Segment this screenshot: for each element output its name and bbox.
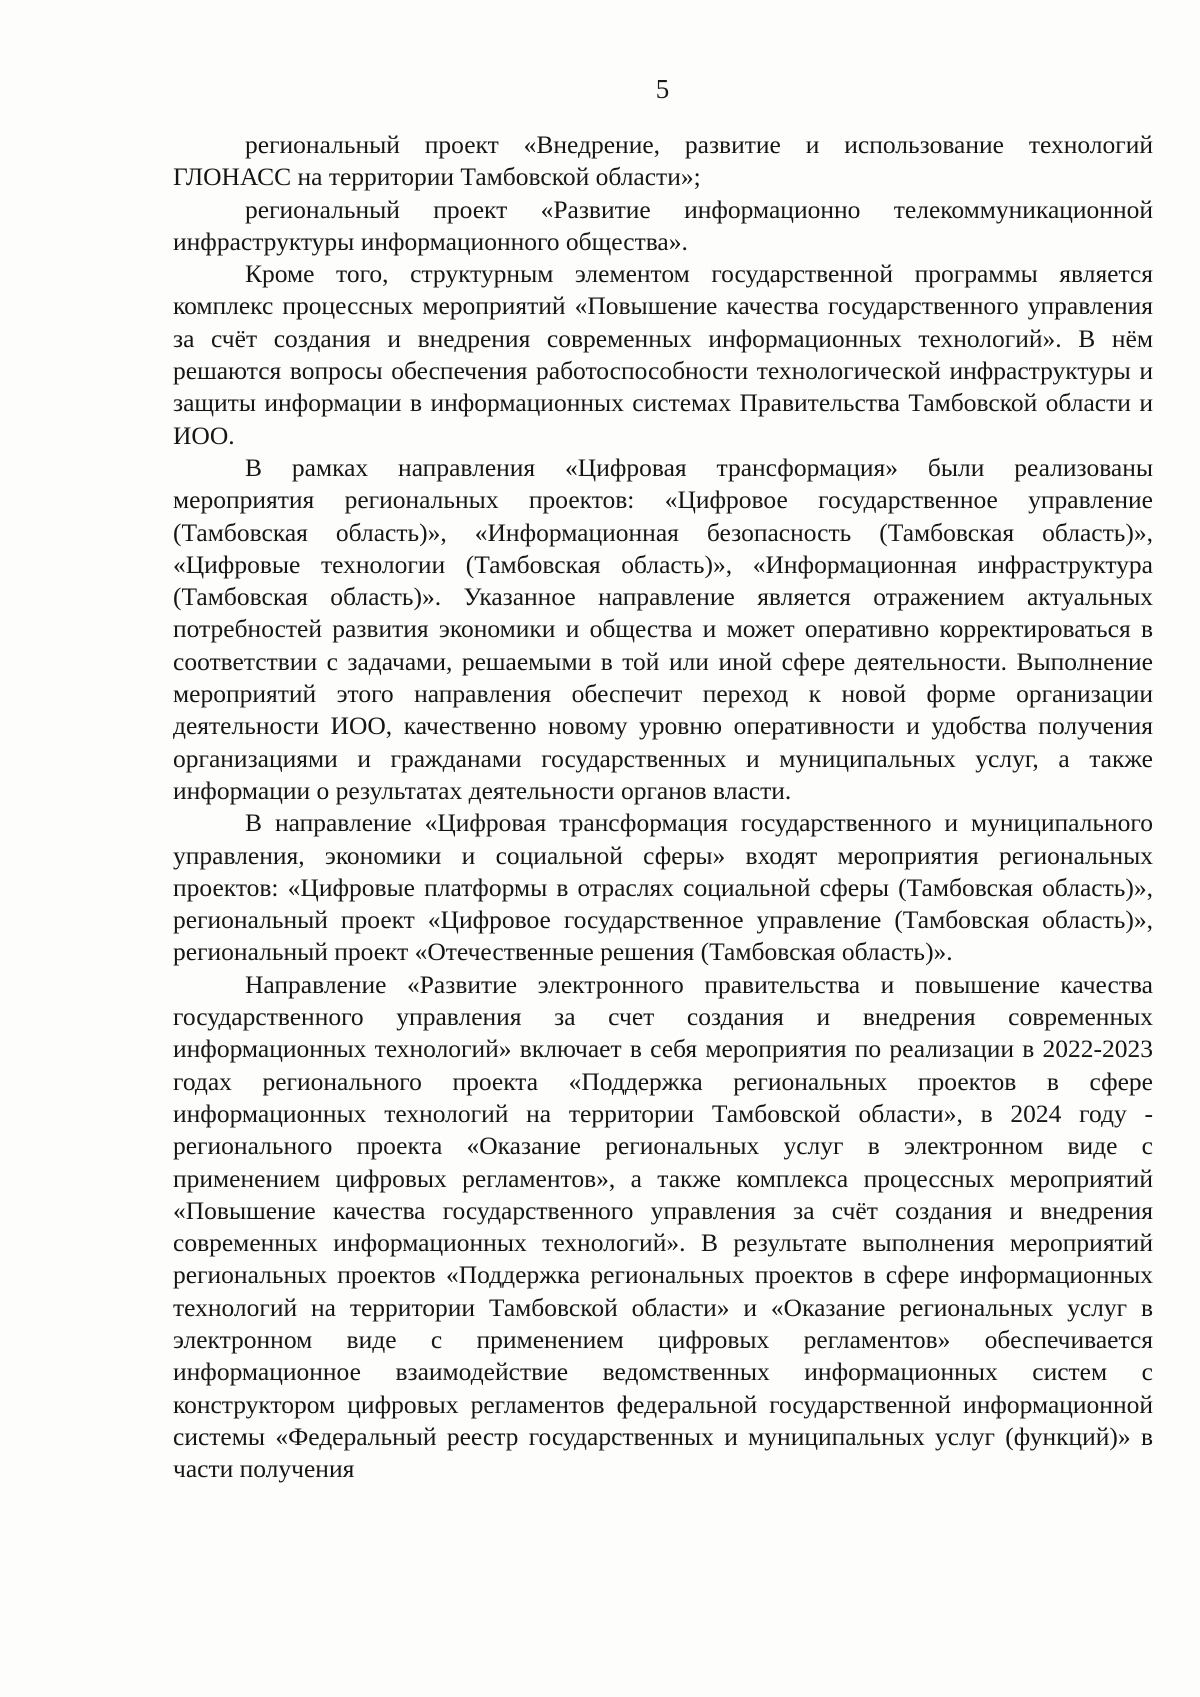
paragraph-process-activities: Кроме того, структурным элементом государственной программы является комплекс процессных мероприятий «Повышение качества государственного управления за счёт создания и внедрения современных информационных технологий». В нём решаются вопросы обеспечения работоспособности технологической инфраструктуры и защиты информации в информационных системах Правительства Тамбовской области и ИОО.	[173, 259, 1153, 450]
page-number: 5	[655, 74, 670, 104]
paragraph-municipal-management: В направление «Цифровая трансформация государственного и муниципального управления, экономики и социальной сферы» входят мероприятия региональных проектов: «Цифровые платформы в отраслях социальной сферы (Тамбовская область)», региональный проект «Цифровое государственное управление (Тамбовская область)», региональный проект «Отечественные решения (Тамбовская область)».	[173, 808, 1153, 967]
paragraph-telecom-project: региональный проект «Развитие информационно телекоммуникационной инфраструктуры информационного общества».	[173, 194, 1153, 256]
paragraph-digital-transformation: В рамках направления «Цифровая трансформация» были реализованы мероприятия региональных проектов: «Цифровое государственное управление (Тамбовская область)», «Информационная безопасность (Тамбовская область)», «Цифровые технологии (Тамбовская область)», «Информационная инфраструктура (Тамбовская область)». Указанное направление является отражением актуальных потребностей развития экономики и общества и может оперативно корректироваться в соответствии с задачами, решаемыми в той или иной сфере деятельности. Выполнение мероприятий этого направления обеспечит переход к новой форме организации деятельности ИОО, качественно новому уровню оперативности и удобства получения организациями и гражданами государственных и муниципальных услуг, а также информации о результатах деятельности органов власти.	[173, 452, 1153, 805]
document-body	[173, 129, 1153, 1485]
paragraph-electronic-government: Направление «Развитие электронного правительства и повышение качества государственного управления за счет создания и внедрения современных информационных технологий» включает в себя мероприятия по реализации в 2022-2023 годах регионального проекта «Поддержка региональных проектов в сфере информационных технологий на территории Тамбовской области», в 2024 году - регионального проекта «Оказание региональных услуг в электронном виде с применением цифровых регламентов», а также комплекса процессных мероприятий «Повышение качества государственного управления за счёт создания и внедрения современных информационных технологий». В результате выполнения мероприятий региональных проектов «Поддержка региональных проектов в сфере информационных технологий на территории Тамбовской области» и «Оказание региональных услуг в электронном виде с применением цифровых регламентов» обеспечивается информационное взаимодействие ведомственных информационных систем с конструктором цифровых регламентов федеральной государственной информационной системы «Федеральный реестр государственных и муниципальных услуг (функций)» в части получения	[173, 969, 1153, 1484]
paragraph-glonass-project: региональный проект «Внедрение, развитие и использование технологий ГЛОНАСС на территории Тамбовской области»;	[173, 130, 1153, 192]
